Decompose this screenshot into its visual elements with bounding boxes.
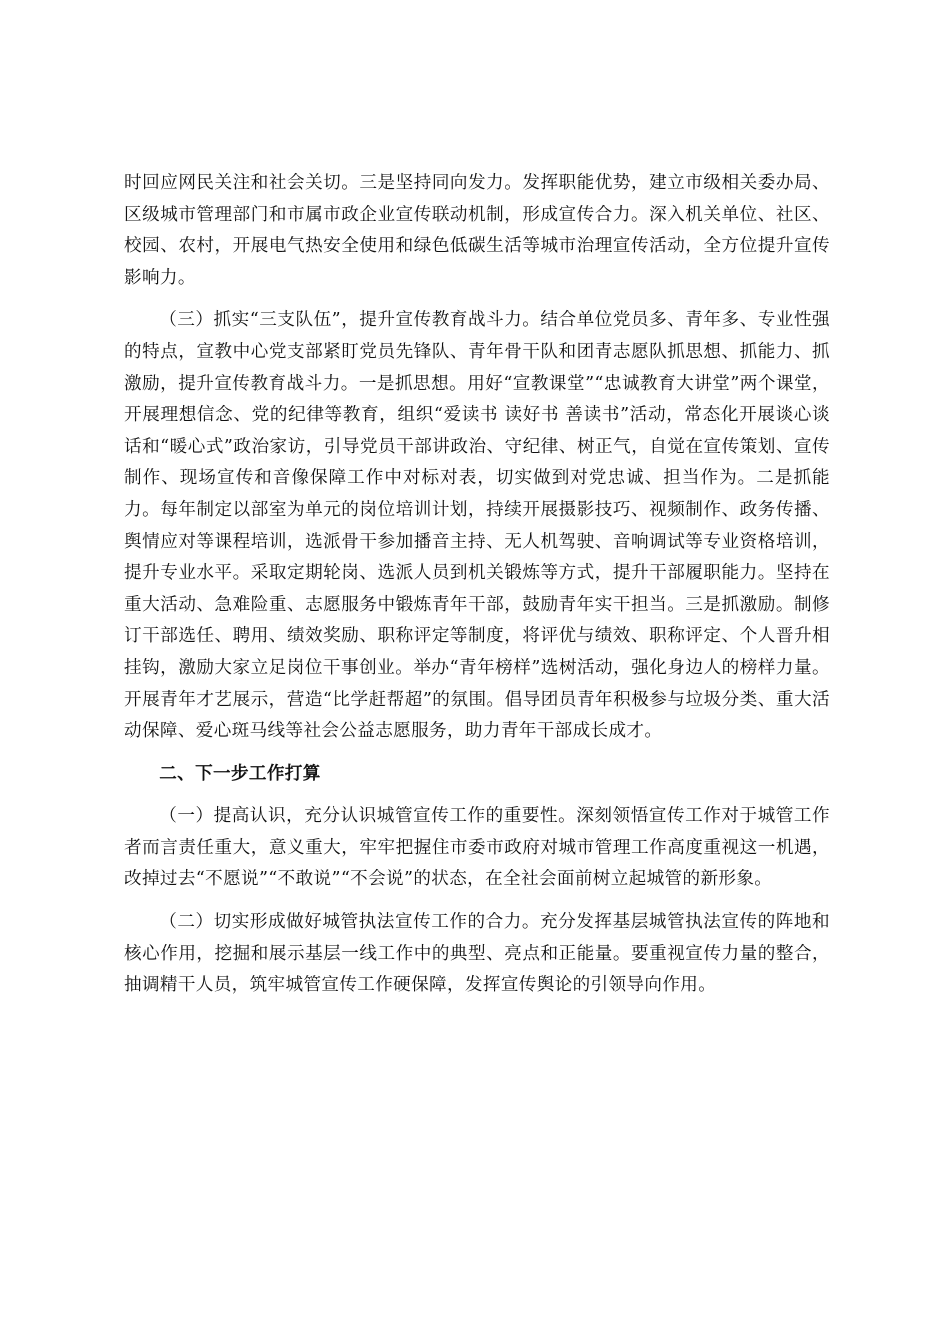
paragraph-joint-effort: （二）切实形成做好城管执法宣传工作的合力。充分发挥基层城管执法宣传的阵地和核心作用，挖掘和展示基层一线工作中的典型、亮点和正能量。要重视宣传力量的整合，抽调精干人员，筑牢城管宣传工作硬保障，发挥宣传舆论的引领导向作用。 — [124, 912, 830, 996]
paragraph-continuation: 时回应网民关注和社会关切。三是坚持同向发力。发挥职能优势，建立市级相关委办局、区级城市管理部门和市属市政企业宣传联动机制，形成宣传合力。深入机关单位、社区、校园、农村，开展电气热安全使用和绿色低碳生活等城市治理宣传活动，全方位提升宣传影响力。 — [124, 173, 830, 288]
paragraph-raise-awareness: （一）提高认识，充分认识城管宣传工作的重要性。深刻领悟宣传工作对于城管工作者而言责任重大，意义重大，牢牢把握住市委市政府对城市管理工作高度重视这一机遇，改掉过去“不愿说”“不敢说”“不会说”的状态，在全社会面前树立起城管的新形象。 — [124, 806, 830, 890]
document-body — [124, 168, 830, 1013]
section-heading-next-steps: 二、下一步工作打算 — [159, 763, 321, 784]
paragraph-three-teams: （三）抓实“三支队伍”，提升宣传教育战斗力。结合单位党员多、青年多、专业性强的特点，宣教中心党支部紧盯党员先锋队、青年骨干队和团青志愿队抓思想、抓能力、抓激励，提升宣传教育战斗力。一是抓思想。用好“宣教课堂”“忠诚教育大讲堂”两个课堂，开展理想信念、党的纪律等教育，组织“爱读书 读好书 善读书”活动，常态化开展谈心谈话和“暖心式”政治家访，引导党员干部讲政治、守纪律、树正气，自觉在宣传策划、宣传制作、现场宣传和音像保障工作中对标对表，切实做到对党忠诚、担当作为。二是抓能力。每年制定以部室为单元的岗位培训计划，持续开展摄影技巧、视频制作、政务传播、舆情应对等课程培训，选派骨干参加播音主持、无人机驾驶、音响调试等专业资格培训，提升专业水平。采取定期轮岗、选派人员到机关锻炼等方式，提升干部履职能力。坚持在重大活动、急难险重、志愿服务中锻炼青年干部，鼓励青年实干担当。三是抓激励。制修订干部选任、聘用、绩效奖励、职称评定等制度，将评优与绩效、职称评定、个人晋升相挂钩，激励大家立足岗位干事创业。举办“青年榜样”选树活动，强化身边人的榜样力量。开展青年才艺展示，营造“比学赶帮超”的氛围。倡导团员青年积极参与垃圾分类、重大活动保障、爱心斑马线等社会公益志愿服务，助力青年干部成长成才。 — [124, 310, 830, 742]
